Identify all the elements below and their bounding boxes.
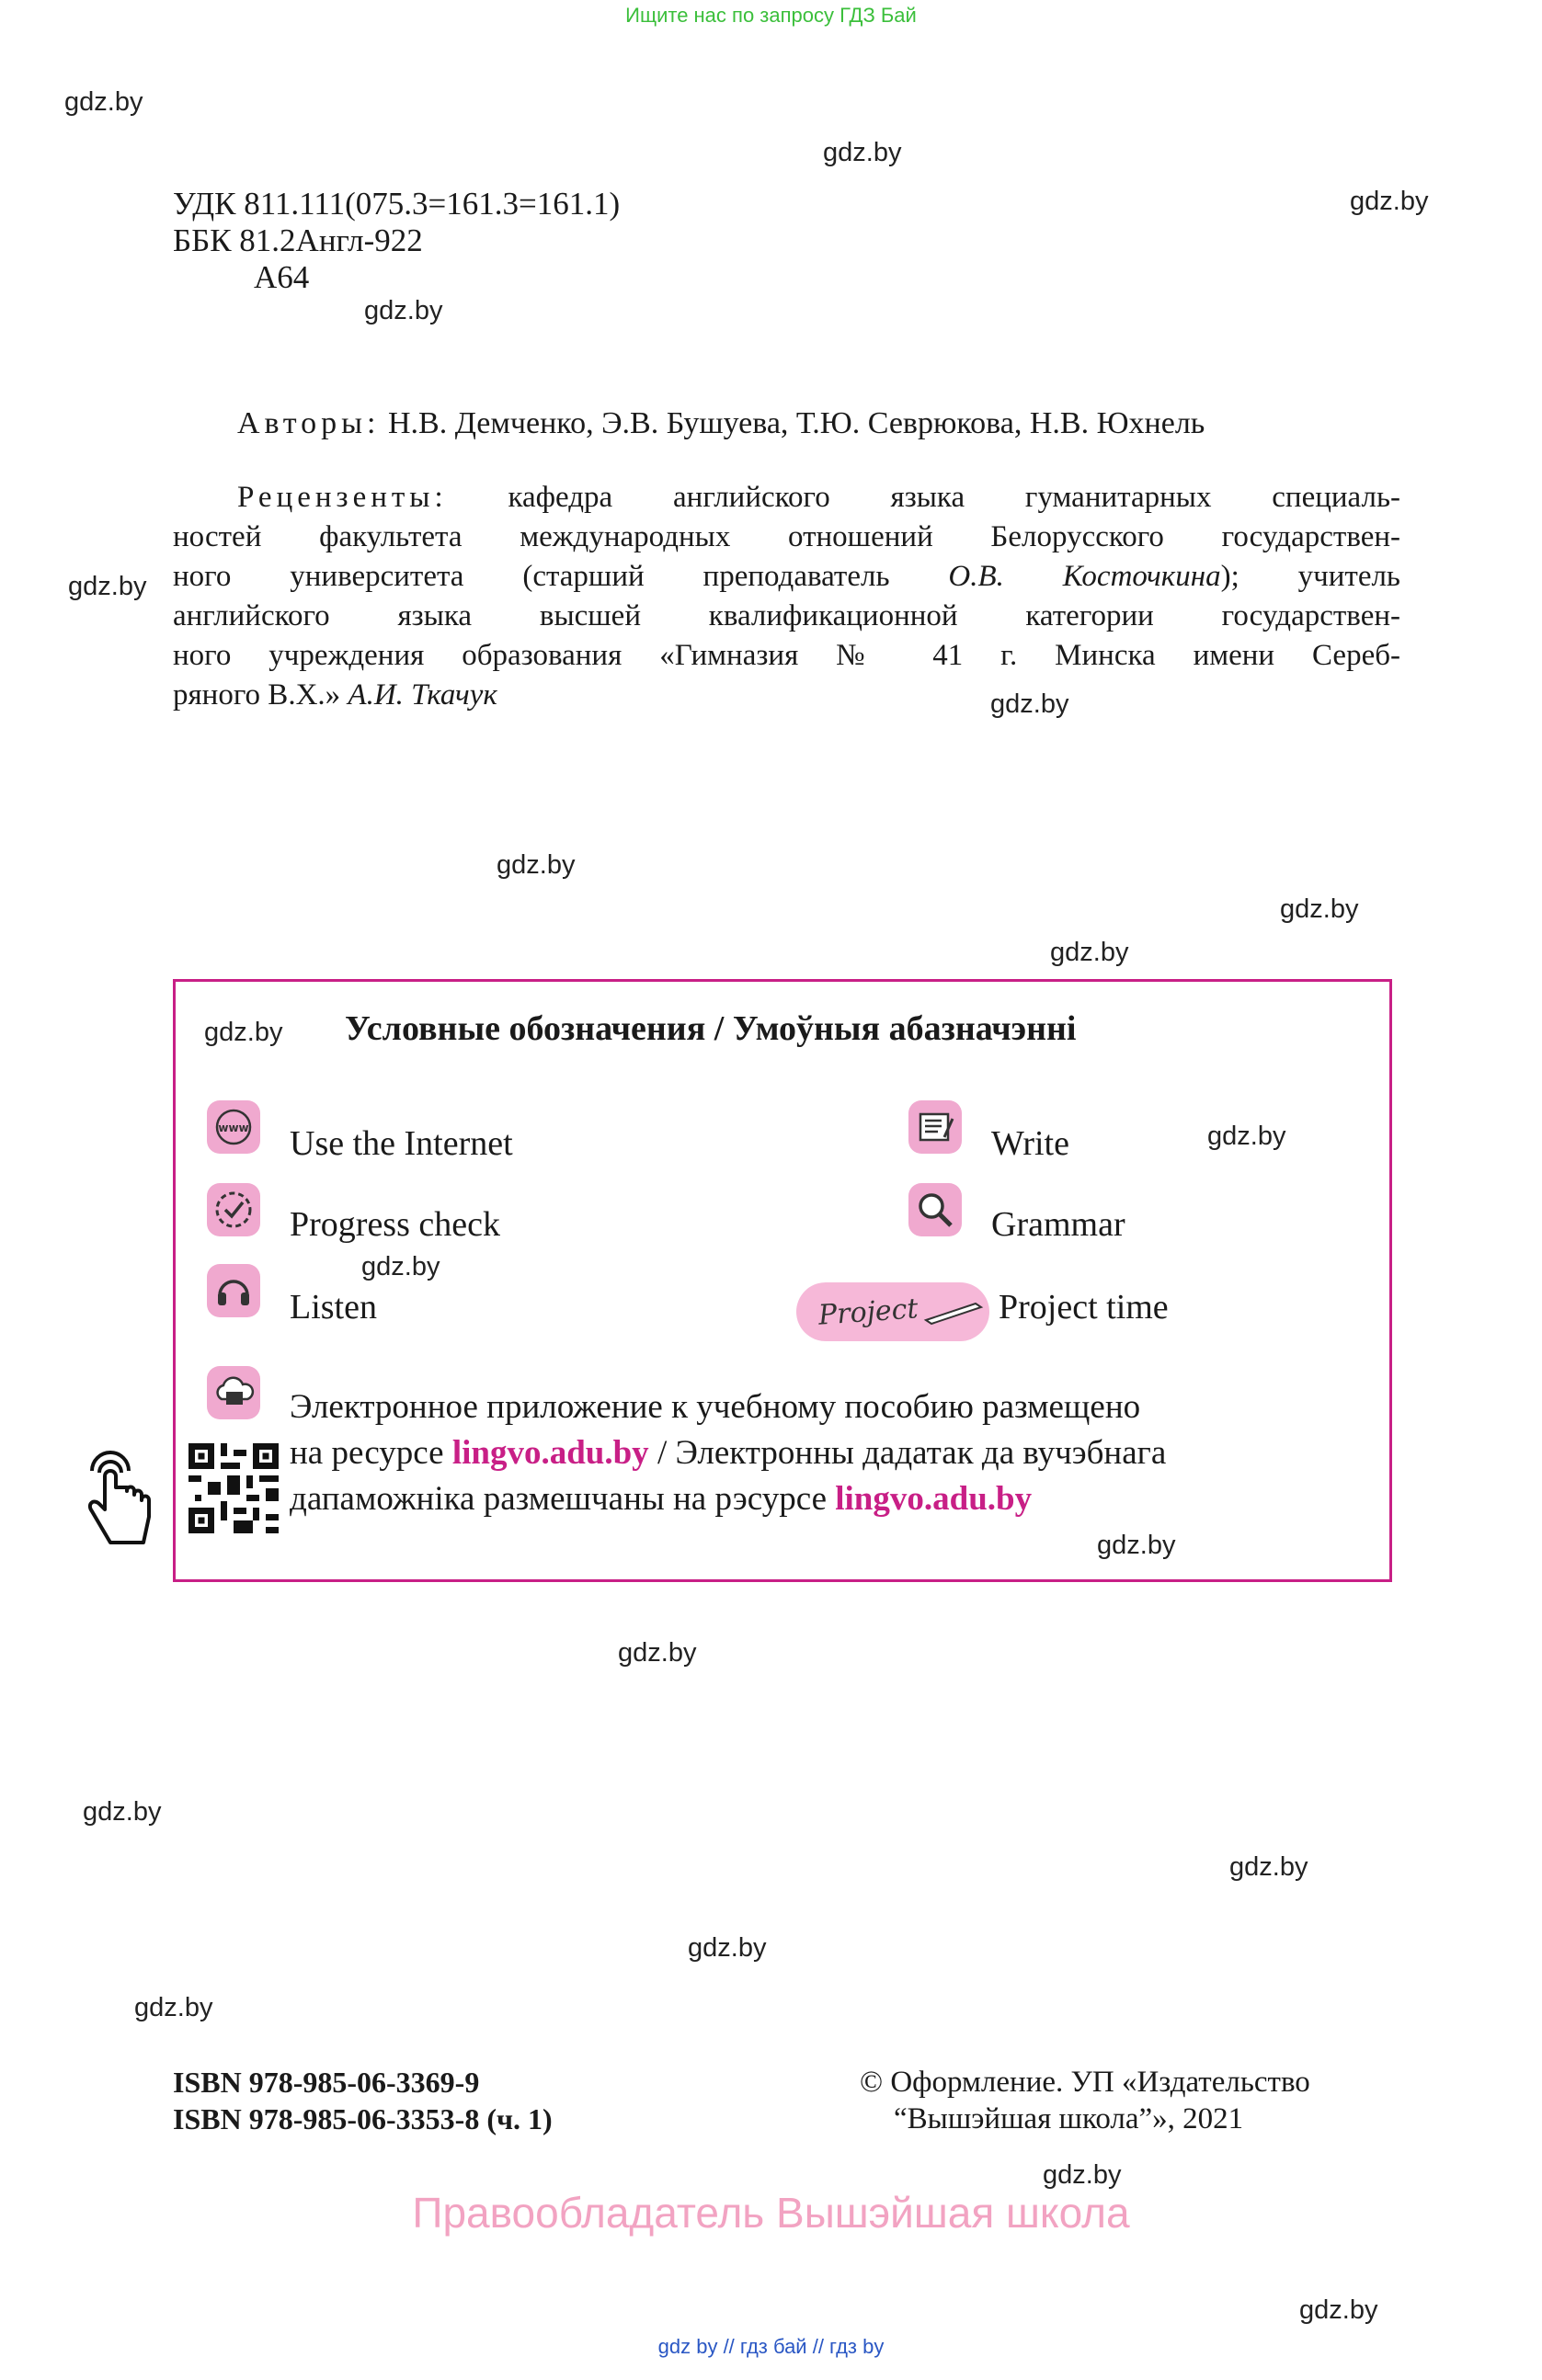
watermark: gdz.by (1050, 938, 1129, 967)
magnifier-icon (908, 1183, 962, 1236)
watermark: gdz.by (688, 1933, 767, 1963)
isbn-line: ISBN 978-985-06-3353-8 (ч. 1) (173, 2102, 553, 2135)
watermark: gdz.by (1097, 1531, 1176, 1560)
legend-label-write: Write (991, 1124, 1069, 1163)
watermark: gdz.by (364, 296, 443, 325)
reviewers-line: ностей факультета международных отношений Белорусского государствен- (173, 520, 1400, 553)
top-banner: Ищите нас по запросу ГДЗ Бай (625, 4, 917, 27)
isbn-line: ISBN 978-985-06-3369-9 (173, 2066, 480, 2099)
reviewers-paragraph (173, 478, 1400, 715)
legend-label-progress: Progress check (290, 1205, 500, 1244)
watermark: gdz.by (990, 689, 1069, 719)
watermark: gdz.by (1280, 894, 1359, 924)
electronic-text: на ресурсе (290, 1434, 452, 1472)
rights-holder: Правообладатель Вышэйшая школа (412, 2189, 1130, 2237)
reviewers-text: ); учитель (1220, 560, 1400, 593)
watermark: gdz.by (618, 1638, 697, 1668)
qr-code-icon (188, 1443, 279, 1533)
www-icon (207, 1100, 260, 1154)
watermark: gdz.by (361, 1252, 440, 1281)
electronic-line: Электронное приложение к учебному пособию размещено (290, 1388, 1141, 1426)
footer-links: gdz by // гдз бай // гдз by (657, 2335, 885, 2358)
project-badge-text: Project (817, 1292, 919, 1332)
project-badge (796, 1282, 989, 1341)
cloud-folder-icon (207, 1366, 260, 1419)
watermark: gdz.by (1229, 1852, 1308, 1882)
headphones-icon (207, 1264, 260, 1317)
electronic-line (290, 1430, 1166, 1476)
legend-label-project: Project time (999, 1288, 1169, 1327)
legend-label-listen: Listen (290, 1288, 377, 1327)
copyright-line: “Вышэйшая школа”», 2021 (894, 2102, 1244, 2135)
bbk-code: ББК 81.2Англ-922 (173, 222, 423, 258)
reviewers-line: ного учреждения образования «Гимназия № 41 г. Минска имени Сереб- (173, 639, 1400, 672)
electronic-text: / Электронны дадатак да вучэбнага (648, 1434, 1167, 1472)
authors-label: Авторы: (237, 406, 381, 440)
reviewers-line: английского языка высшей квалификационной категории государствен- (173, 599, 1400, 632)
watermark: gdz.by (1043, 2160, 1122, 2190)
reviewers-text: ного университета (старший преподаватель (173, 560, 949, 593)
author-mark: А64 (254, 259, 310, 295)
hand-pointer-icon (74, 1443, 156, 1554)
watermark: gdz.by (64, 87, 143, 117)
watermark: gdz.by (134, 1993, 213, 2022)
copyright-line: © Оформление. УП «Издательство (860, 2066, 1310, 2099)
watermark: gdz.by (1350, 187, 1429, 216)
watermark: gdz.by (1207, 1122, 1286, 1151)
svg-text:www: www (218, 1122, 249, 1134)
reviewer-name: О.В. Косточкина (948, 560, 1221, 593)
pen-icon (922, 1298, 987, 1326)
electronic-line (290, 1476, 1032, 1522)
reviewers-line (173, 478, 1400, 518)
reviewers-text: ряного В.Х.» (173, 678, 348, 712)
reviewer-name: А.И. Ткачук (348, 678, 497, 712)
watermark: gdz.by (497, 850, 576, 880)
legend-label-grammar: Grammar (991, 1205, 1125, 1244)
reviewers-label: Рецензенты: (237, 481, 448, 514)
notebook-icon (908, 1100, 962, 1154)
reviewers-line (173, 557, 1400, 597)
authors-names: Н.В. Демченко, Э.В. Бушуева, Т.Ю. Севрюкова, Н.В. Юхнель (387, 406, 1205, 440)
watermark: gdz.by (823, 138, 902, 167)
authors-line (237, 406, 1205, 441)
reviewers-text: кафедра английского языка гуманитарных специаль- (508, 481, 1401, 514)
progress-check-icon (207, 1183, 260, 1236)
reviewers-line (173, 676, 1400, 715)
watermark: gdz.by (1299, 2295, 1378, 2325)
lingvo-link[interactable]: lingvo.adu.by (451, 1434, 649, 1472)
watermark: gdz.by (204, 1018, 283, 1047)
legend-label-internet: Use the Internet (290, 1124, 513, 1163)
legend-title: Условные обозначения / Умоўныя абазначэнні (345, 1009, 1077, 1048)
watermark: gdz.by (83, 1797, 162, 1827)
electronic-text: дапаможніка размешчаны на рэсурсе (290, 1480, 836, 1518)
watermark: gdz.by (68, 572, 147, 601)
lingvo-link[interactable]: lingvo.adu.by (835, 1480, 1033, 1518)
udk-code: УДК 811.111(075.3=161.3=161.1) (173, 186, 621, 222)
